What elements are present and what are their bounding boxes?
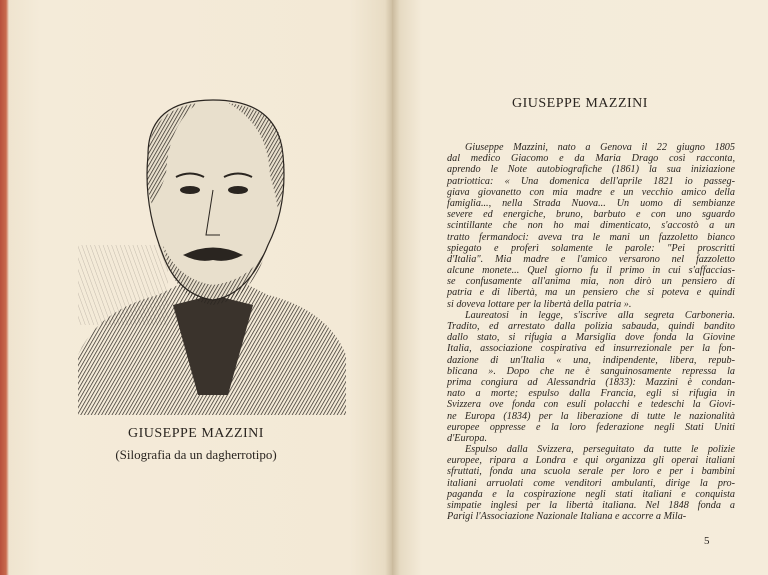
- text-line: europee oppresse e la loro federazione negli Stati Uniti: [447, 421, 735, 433]
- portrait-caption-title: GIUSEPPE MAZZINI: [128, 426, 264, 441]
- text-line: nato a morte; espulso dalla Francia, egli si rifugia in: [447, 388, 735, 400]
- text-line: d'Italia". Mia madre e l'amico versarono nel fazzoletto: [447, 253, 735, 265]
- text-line: patriottica: « Una domenica dell'aprile 1821 io passeg-: [447, 175, 735, 187]
- text-line: Espulso dalla Svizzera, perseguitato da tutte le polizie: [465, 444, 735, 456]
- paragraph: [447, 444, 735, 522]
- text-line: ne Europa (1834) per la liberazione di tutte le nazionalità: [447, 410, 735, 422]
- page-number: 5: [704, 535, 710, 547]
- text-line: Laureatosi in legge, s'iscrive alla segreta Carboneria.: [465, 309, 735, 321]
- text-line: simpatie inglesi per la libertà italiana. Nel 1848 fonda a: [447, 500, 735, 511]
- body-text: [447, 142, 735, 522]
- text-line: blicana ». Dopo che ne è sanguinosamente repressa la: [447, 365, 735, 377]
- text-line: aprendo le Note autobiografiche (1861) la sua iniziazione: [447, 164, 735, 176]
- text-line: tratto fermandoci: aveva tra le mani un fazzoletto bianco: [447, 231, 735, 243]
- text-line: spiegato e proferì solamente le parole: "Pei proscritti: [447, 242, 735, 254]
- paragraph: [447, 310, 735, 444]
- text-line: severe ed energiche, bruno, barbuto e con uno sguardo: [447, 209, 735, 221]
- portrait-caption-subtitle: (Silografia da un dagherrotipo): [115, 447, 277, 462]
- portrait-engraving: [78, 95, 346, 415]
- text-line: Giuseppe Mazzini, nato a Genova il 22 giugno 1805: [465, 142, 735, 153]
- text-line: europee, ripara a Londra e qui organizza gli operai italiani: [447, 455, 735, 467]
- text-line: Italia, associazione cospirativa ed insurrezionale per la fon-: [447, 343, 735, 355]
- text-line: patria e di libertà, ma un pensiero che si poteva e quindi: [447, 287, 735, 299]
- text-line: dallo stato, si rifugia a Marsiglia dove fonda la Giovine: [447, 332, 735, 344]
- text-line: Parigi l'Associazione Nazionale Italiana e accorre a Mila-: [447, 511, 687, 523]
- text-line: si doveva lottare per la libertà della patria ».: [447, 298, 632, 310]
- text-line: sfruttati, fonda una scuola serale per loro e per i bambini: [447, 466, 735, 478]
- text-line: dal medico Giacomo e da Maria Drago così racconta,: [447, 153, 735, 165]
- chapter-title: GIUSEPPE MAZZINI: [512, 96, 648, 111]
- paragraph: [447, 142, 735, 310]
- text-line: giava giovanetto con mia madre e un vecchio amico della: [447, 186, 735, 198]
- text-line: famiglia..., nella Strada Nuova... Un uomo di sembianze: [447, 197, 735, 209]
- text-line: d'Europa.: [447, 432, 488, 444]
- text-line: paganda e la cospirazione negli stati italiani e conquista: [447, 488, 735, 500]
- text-line: italiani arruolati come venditori ambulanti, dirige la pro-: [447, 477, 735, 489]
- text-line: dazione di un'Italia « una, indipendente, libera, repub-: [447, 354, 735, 366]
- text-line: scintillante che non ho mai dimenticato, s'accostò a un: [447, 220, 735, 232]
- text-line: prima congiura ad Alessandria (1833): Mazzini è condan-: [447, 376, 735, 388]
- text-line: alcune monete... Quel giorno fu il primo in cui s'affaccias-: [447, 265, 735, 277]
- text-line: se confusamente all'anima mia, non dirò un pensiero di: [447, 276, 735, 288]
- text-line: Svizzera ove fonda con esuli polacchi e tedeschi la Giovi-: [447, 399, 735, 411]
- text-line: Tradito, ed arrestato dalla polizia sabauda, quindi bandito: [447, 321, 735, 332]
